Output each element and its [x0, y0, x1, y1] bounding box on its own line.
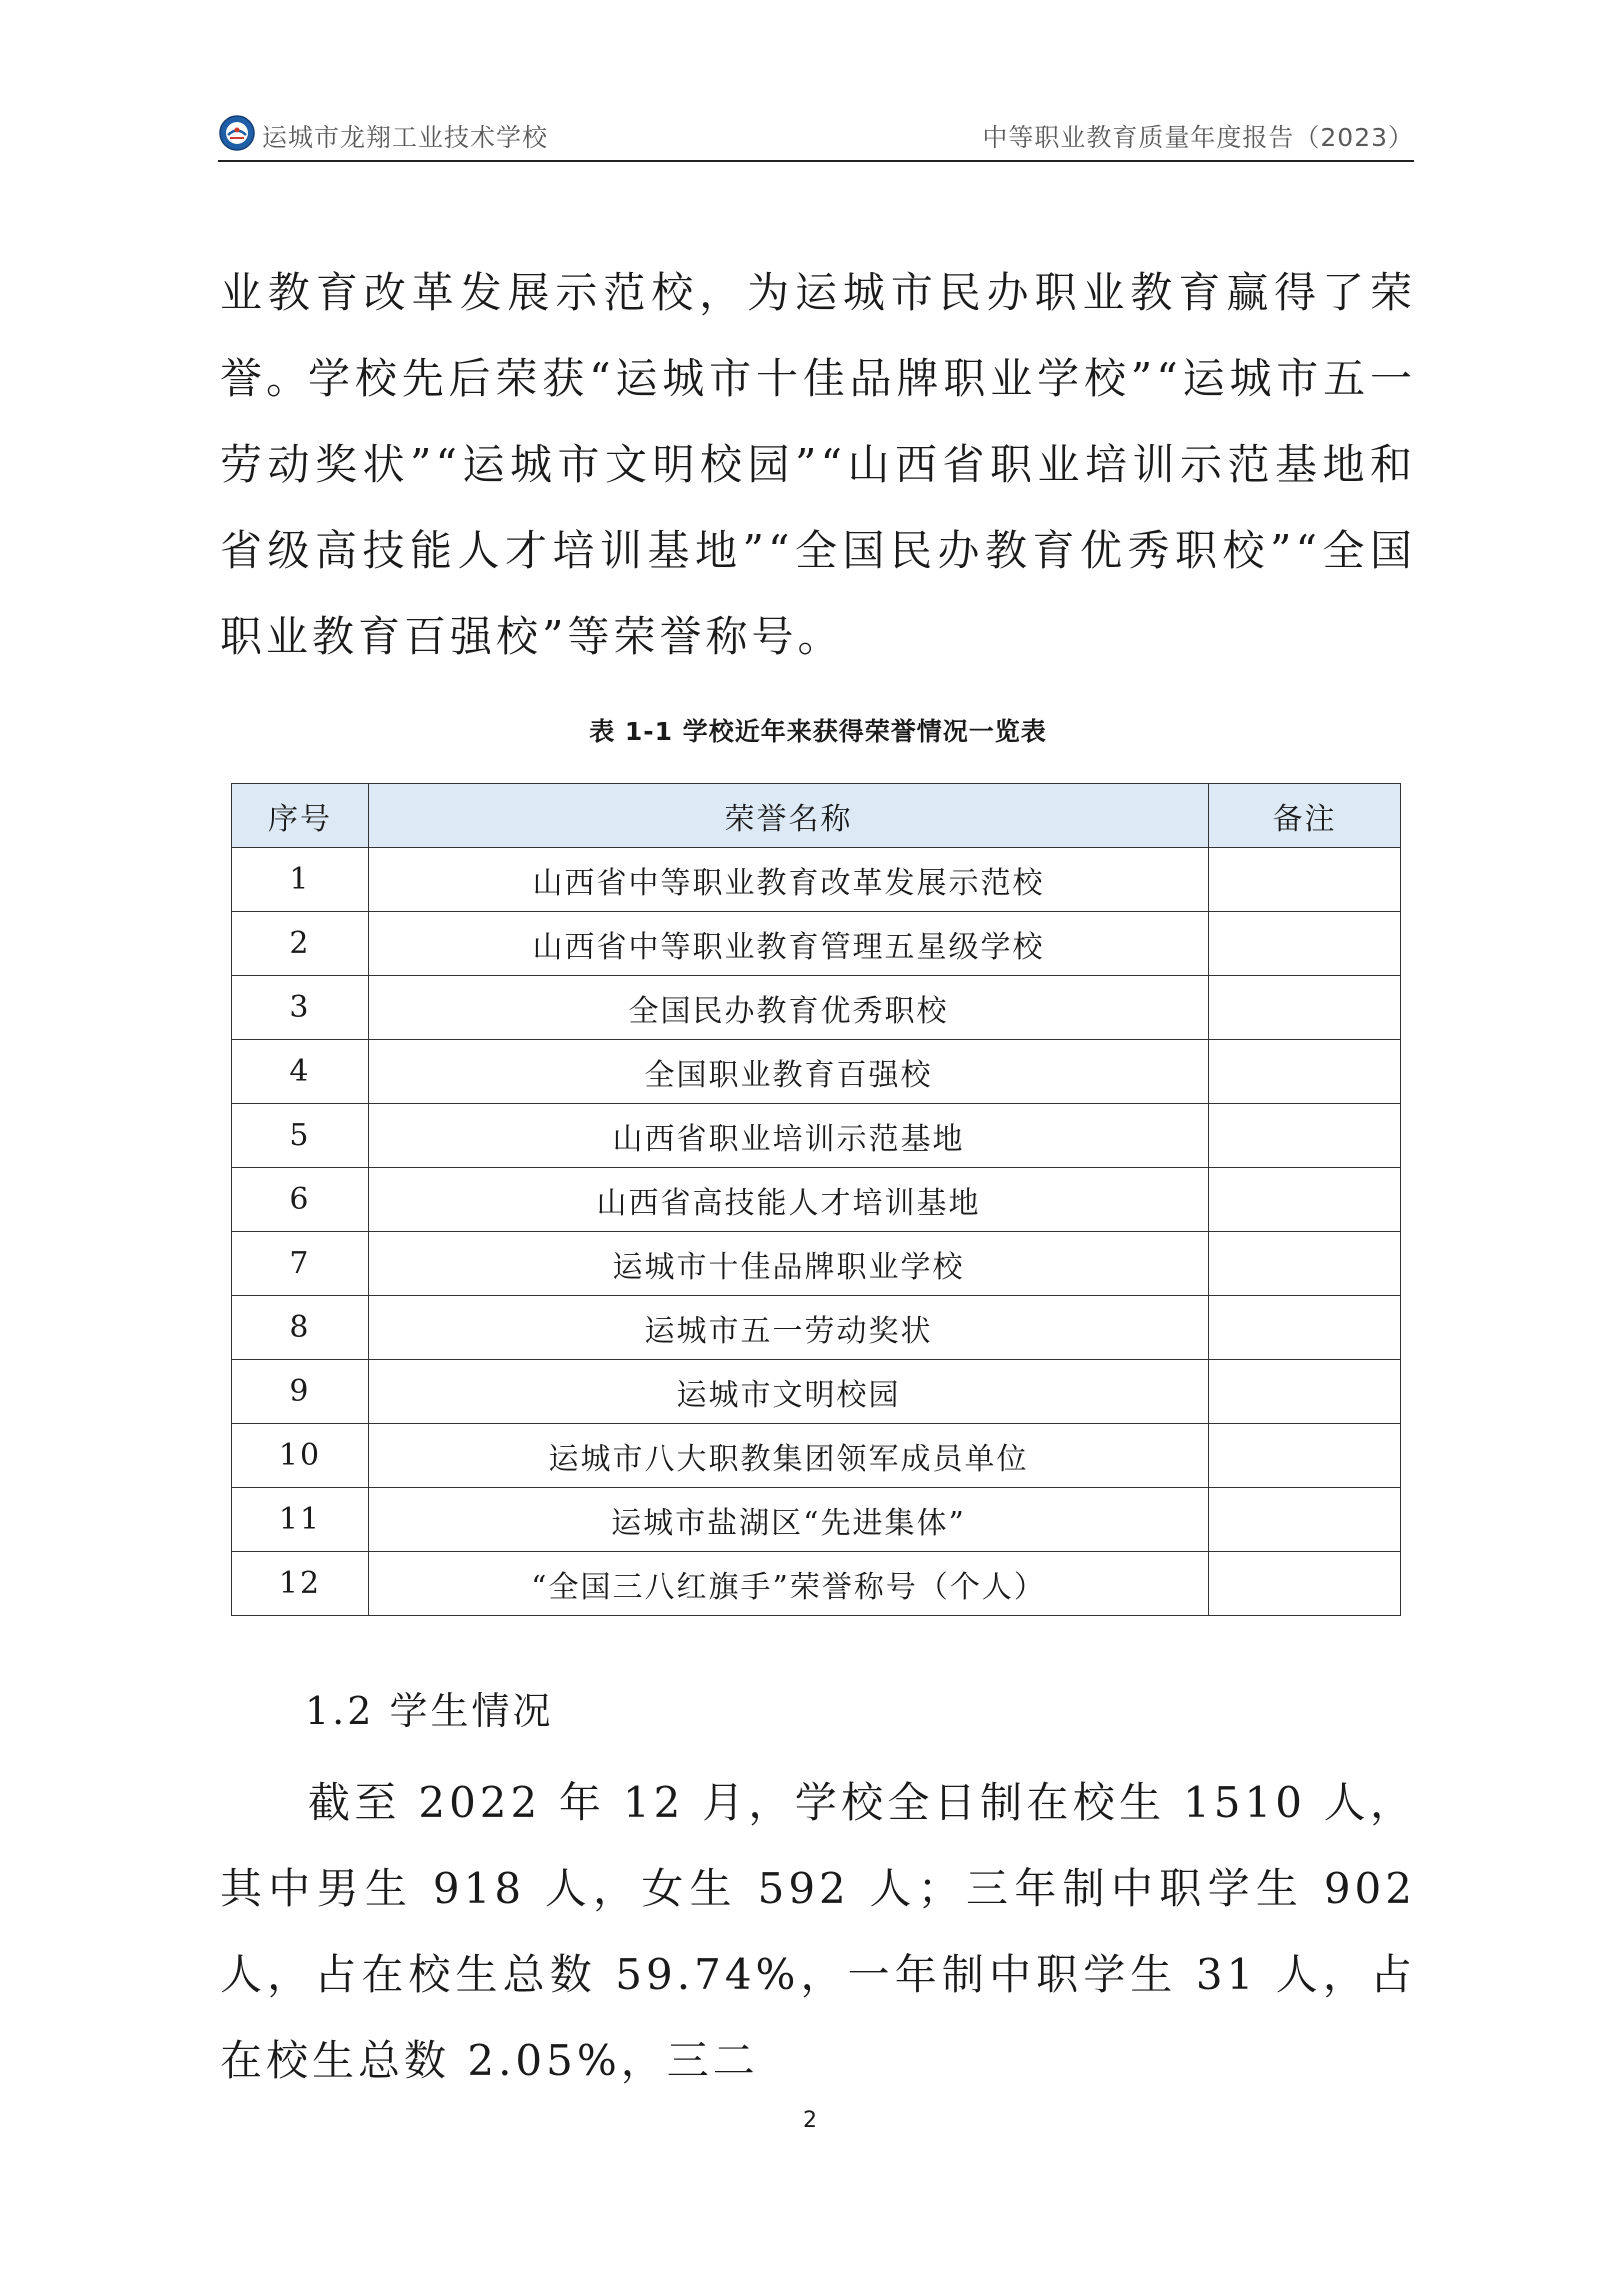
row-honor-name: 运城市文明校园 — [368, 1360, 1208, 1424]
table-header-row — [232, 784, 1401, 848]
row-note — [1209, 912, 1401, 976]
row-honor-name: 山西省中等职业教育改革发展示范校 — [368, 848, 1208, 912]
row-note — [1209, 976, 1401, 1040]
row-honor-name: 山西省高技能人才培训基地 — [368, 1168, 1208, 1232]
table-row — [232, 1040, 1401, 1104]
row-no: 1 — [232, 848, 369, 912]
table-row — [232, 1488, 1401, 1552]
row-no: 6 — [232, 1168, 369, 1232]
table-caption: 表 1-1 学校近年来获得荣誉情况一览表 — [589, 717, 1047, 746]
row-note — [1209, 1040, 1401, 1104]
row-note — [1209, 1296, 1401, 1360]
row-honor-name: 运城市盐湖区“先进集体” — [368, 1488, 1208, 1552]
row-honor-name: 运城市五一劳动奖状 — [368, 1296, 1208, 1360]
row-note — [1209, 848, 1401, 912]
row-honor-name: 全国职业教育百强校 — [368, 1040, 1208, 1104]
row-note — [1209, 1424, 1401, 1488]
row-no: 12 — [232, 1552, 369, 1616]
report-title: 中等职业教育质量年度报告（2023） — [982, 123, 1414, 152]
row-no: 4 — [232, 1040, 369, 1104]
header-note: 备注 — [1209, 784, 1401, 848]
row-honor-name: 山西省中等职业教育管理五星级学校 — [368, 912, 1208, 976]
row-no: 8 — [232, 1296, 369, 1360]
header-honor-name: 荣誉名称 — [368, 784, 1208, 848]
row-note — [1209, 1360, 1401, 1424]
row-note — [1209, 1168, 1401, 1232]
table-row — [232, 1232, 1401, 1296]
row-no: 3 — [232, 976, 369, 1040]
body-paragraph-2: 学校先后荣获“运城市十佳品牌职业学校”“运城市五一劳动奖状”“运城市文明校园”“山西省职业培训示范基地和省级高技能人才培训基地”“全国民办教育优秀职校”“全国职业教育百强校”等荣誉称号。 — [220, 354, 1416, 661]
table-row — [232, 912, 1401, 976]
row-no: 9 — [232, 1360, 369, 1424]
table-row — [232, 1104, 1401, 1168]
body-paragraph-1: 业教育改革发展示范校，为运城市民办职业教育赢得了荣誉。 — [220, 268, 1416, 403]
honors-table — [231, 783, 1401, 1616]
school-name: 运城市龙翔工业技术学校 — [262, 123, 549, 152]
table-row — [232, 1552, 1401, 1616]
school-emblem-icon — [218, 114, 256, 152]
header-no: 序号 — [232, 784, 369, 848]
row-note — [1209, 1488, 1401, 1552]
table-row — [232, 1360, 1401, 1424]
section-paragraph: 截至 2022 年 12 月，学校全日制在校生 1510 人，其中男生 918 人，女生 592 人；三年制中职学生 902 人，占在校生总数 59.74%，一年制中职学生 31 人，占在校生总数 2.05%，三二 — [220, 1778, 1416, 2085]
row-no: 11 — [232, 1488, 369, 1552]
row-note — [1209, 1104, 1401, 1168]
table-row — [232, 1168, 1401, 1232]
page-number: 2 — [803, 2108, 817, 2133]
table-row — [232, 1296, 1401, 1360]
row-honor-name: “全国三八红旗手”荣誉称号（个人） — [368, 1552, 1208, 1616]
page-header — [218, 112, 1414, 162]
row-no: 2 — [232, 912, 369, 976]
table-row — [232, 848, 1401, 912]
table-row — [232, 1424, 1401, 1488]
row-no: 7 — [232, 1232, 369, 1296]
row-note — [1209, 1232, 1401, 1296]
row-honor-name: 运城市十佳品牌职业学校 — [368, 1232, 1208, 1296]
row-honor-name: 山西省职业培训示范基地 — [368, 1104, 1208, 1168]
row-honor-name: 全国民办教育优秀职校 — [368, 976, 1208, 1040]
row-no: 10 — [232, 1424, 369, 1488]
row-no: 5 — [232, 1104, 369, 1168]
row-note — [1209, 1552, 1401, 1616]
table-row — [232, 976, 1401, 1040]
row-honor-name: 运城市八大职教集团领军成员单位 — [368, 1424, 1208, 1488]
section-heading: 1.2 学生情况 — [305, 1689, 554, 1733]
